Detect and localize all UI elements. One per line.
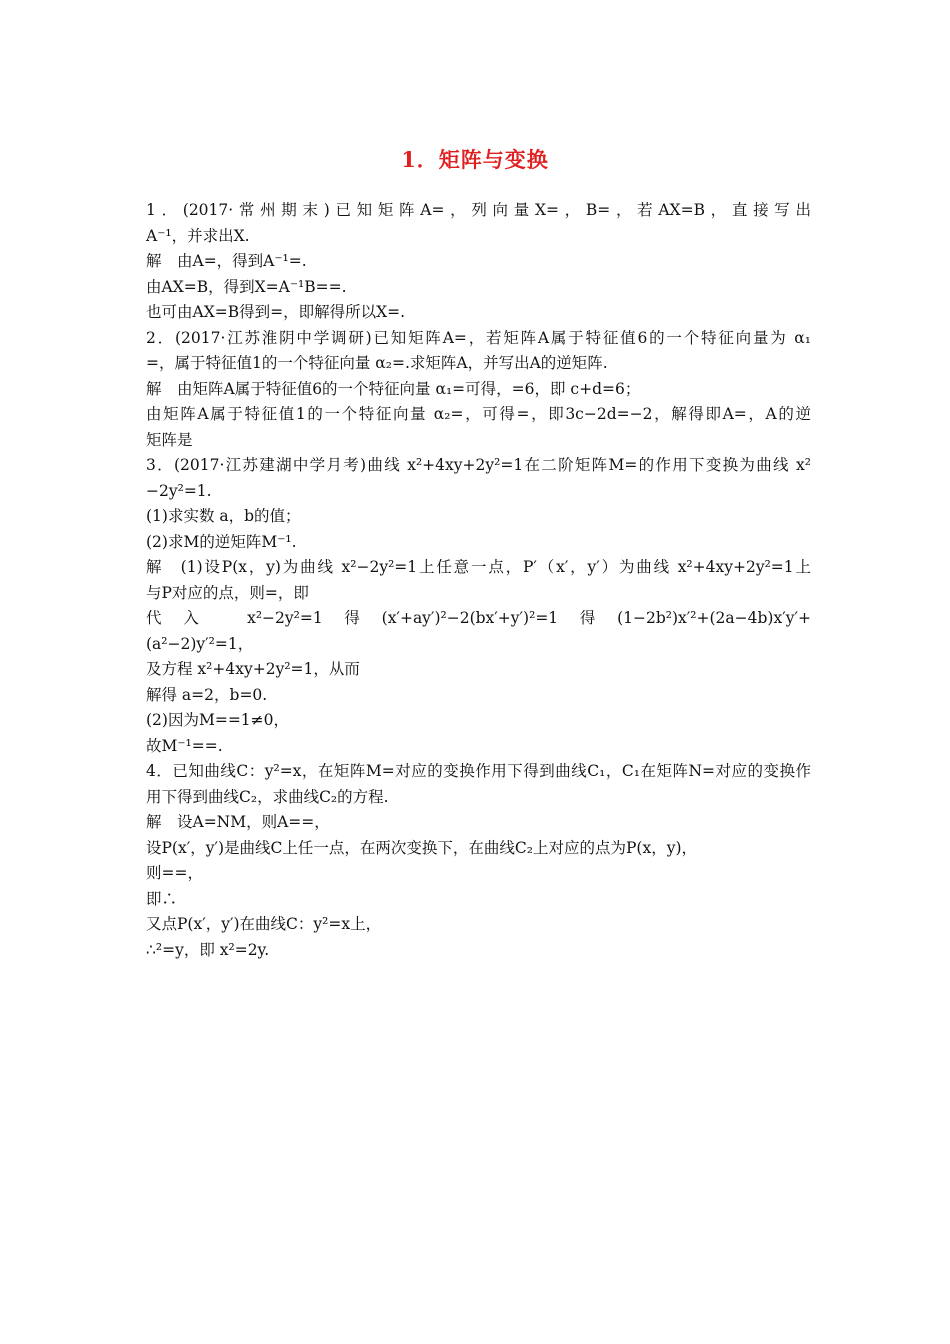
text-line: 解得 a=2，b=0. (146, 685, 268, 704)
text-line: 解 设A=NM，则A==， (146, 813, 330, 831)
text-line: 4．已知曲线C：y²=x，在矩阵M=对应的变换作用下得到曲线C₁，C₁在矩阵N=对应的变换作 (146, 762, 811, 780)
document-body (146, 198, 811, 963)
text-line: 由AX=B，得到X=A⁻¹B==. (146, 277, 347, 296)
text-line: 1．(2017·常州期末)已知矩阵A=，列向量X=，B=，若AX=B，直接写出 (146, 201, 811, 219)
text-line: 2．(2017·江苏淮阴中学调研)已知矩阵A=，若矩阵A属于特征值6的一个特征向量为 α₁ (146, 328, 811, 347)
text-line: (a²−2)y′²=1， (146, 634, 254, 653)
text-line: 又点P(x′，y′)在曲线C：y²=x上， (146, 915, 382, 933)
text-line: 解 由A=，得到A⁻¹=. (146, 252, 307, 270)
text-line: (2)求M的逆矩阵M⁻¹. (146, 532, 297, 551)
text-line: 设P(x′，y′)是曲线C上任一点，在两次变换下，在曲线C₂上对应的点为P(x，y)， (146, 838, 698, 857)
text-line: 3．(2017·江苏建湖中学月考)曲线 x²+4xy+2y²=1在二阶矩阵M=的作用下变换为曲线 x² (146, 456, 811, 474)
text-line: −2y²=1. (146, 481, 212, 500)
page-title: 1．矩阵与变换 (401, 147, 549, 172)
text-line: A⁻¹，并求出X. (146, 226, 250, 245)
text-line: 用下得到曲线C₂，求曲线C₂的方程. (146, 787, 389, 806)
text-line: 则==， (146, 864, 203, 882)
text-line: 也可由AX=B得到=，即解得所以X=. (146, 303, 406, 321)
text-line: 由矩阵A属于特征值1的一个特征向量 α₂=，可得=，即3c−2d=−2，解得即A=，A的逆 (146, 405, 811, 423)
text-line: 与P对应的点，则=，即 (146, 583, 309, 602)
text-line: 及方程 x²+4xy+2y²=1，从而 (146, 660, 360, 678)
text-line: =，属于特征值1的一个特征向量 α₂=.求矩阵A，并写出A的逆矩阵. (146, 354, 608, 372)
text-line: 故M⁻¹==. (146, 736, 223, 755)
text-line: 代入 x²−2y²=1得(x′+ay′)²−2(bx′+y′)²=1得(1−2b²)x′²+(2a−4b)x′y′+ (146, 609, 811, 627)
text-line: (1)求实数 a，b的值； (146, 507, 301, 525)
text-line: 即∴ (146, 889, 178, 908)
text-line: 矩阵是 (146, 430, 193, 449)
text-line: 解 由矩阵A属于特征值6的一个特征向量 α₁=可得，=6，即 c+d=6； (146, 379, 641, 398)
text-line: ∴²=y，即 x²=2y. (146, 940, 270, 959)
text-line: (2)因为M==1≠0， (146, 711, 290, 729)
text-line: 解 (1)设P(x，y)为曲线 x²−2y²=1上任意一点，P′（x′，y′）为曲线 x²+4xy+2y²=1上 (146, 558, 811, 576)
